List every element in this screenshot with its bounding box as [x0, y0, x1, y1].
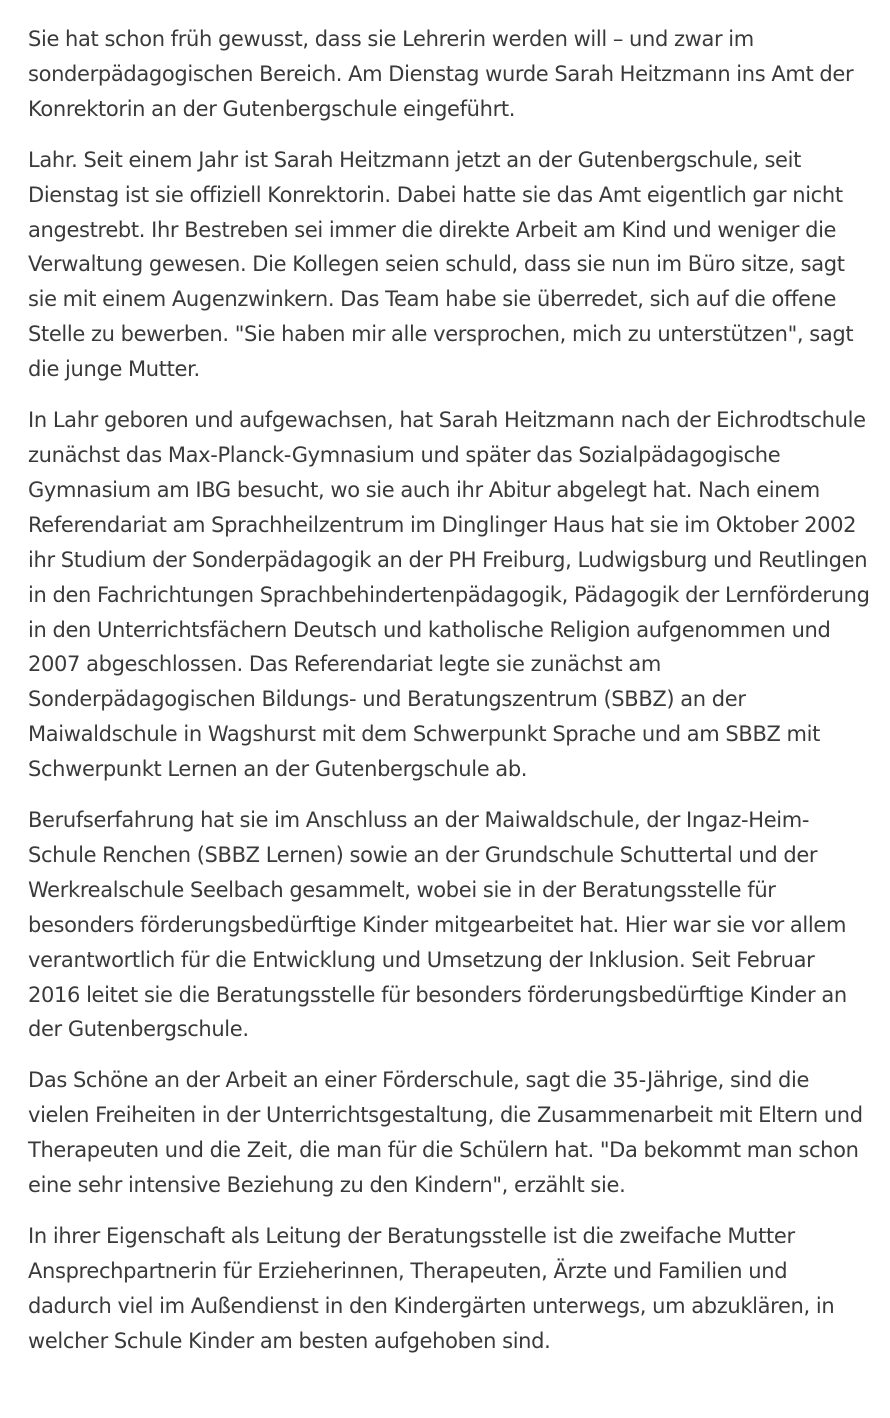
- article-paragraph: Lahr. Seit einem Jahr ist Sarah Heitzmann jetzt an der Gutenbergschule, seit Dienstag ist sie offiziell Konrektorin. Dabei hatte sie das Amt eigentlich gar nicht angestrebt. Ihr Bestreben sei immer die direkte Arbeit am Kind und weniger die Verwaltung gewesen. Die Kollegen seien schuld, dass sie nun im Büro sitze, sagt sie mit einem Augenzwinkern. Das Team habe sie überredet, sich auf die offene Stelle zu bewerben. "Sie haben mir alle versprochen, mich zu unterstützen", sagt die junge Mutter.: [28, 147, 854, 382]
- article-paragraph: Das Schöne an der Arbeit an einer Förderschule, sagt die 35-Jährige, sind die vielen Freiheiten in der Unterrichtsgestaltung, die Zusammenarbeit mit Eltern und Therapeuten und die Zeit, die man für die Schülern hat. "Da bekommt man schon eine sehr intensive Beziehung zu den Kindern", erzählt sie.: [28, 1068, 863, 1198]
- article-paragraph: In Lahr geboren und aufgewachsen, hat Sarah Heitzmann nach der Eichrodtschule zunächst das Max-Planck-Gymnasium und später das Sozialpädagogische Gymnasium am IBG besucht, wo sie auch ihr Abitur abgelegt hat. Nach einem Referendariat am Sprachheilzentrum im Dinglinger Haus hat sie im Oktober 2002 ihr Studium der Sonderpädagogik an der PH Freiburg, Ludwigsburg und Reutlingen in den Fachrichtungen Sprachbehindertenpädagogik, Pädagogik der Lernförderung in den Unterrichtsfächern Deutsch und katholische Religion aufgenommen und 2007 abgeschlossen. Das Referendariat legte sie zunächst am Sonderpädagogischen Bildungs- und Beratungszentrum (SBBZ) an der Maiwaldschule in Wagshurst mit dem Schwerpunkt Sprache und am SBBZ mit Schwerpunkt Lernen an der Gutenbergschule ab.: [28, 408, 870, 782]
- article-paragraph: In ihrer Eigenschaft als Leitung der Beratungsstelle ist die zweifache Mutter Ansprechpartnerin für Erzieherinnen, Therapeuten, Ärzte und Familien und dadurch viel im Außendienst in den Kindergärten unterwegs, um abzuklären, in welcher Schule Kinder am besten aufgehoben sind.: [28, 1224, 835, 1353]
- article-lead-paragraph: Sie hat schon früh gewusst, dass sie Lehrerin werden will – und zwar im sonderpädagogischen Bereich. Am Dienstag wurde Sarah Heitzmann ins Amt der Konrektorin an der Gutenbergschule eingeführt.: [28, 27, 854, 121]
- article-paragraph: Berufserfahrung hat sie im Anschluss an der Maiwaldschule, der Ingaz-Heim-Schule Renchen (SBBZ Lernen) sowie an der Grundschule Schuttertal und der Werkrealschule Seelbach gesammelt, wobei sie in der Beratungsstelle für besonders förderungsbedürftige Kinder mitgearbeitet hat. Hier war sie vor allem verantwortlich für die Entwicklung und Umsetzung der Inklusion. Seit Februar 2016 leitet sie die Beratungsstelle für besonders förderungsbedürftige Kinder an der Gutenbergschule.: [28, 808, 847, 1042]
